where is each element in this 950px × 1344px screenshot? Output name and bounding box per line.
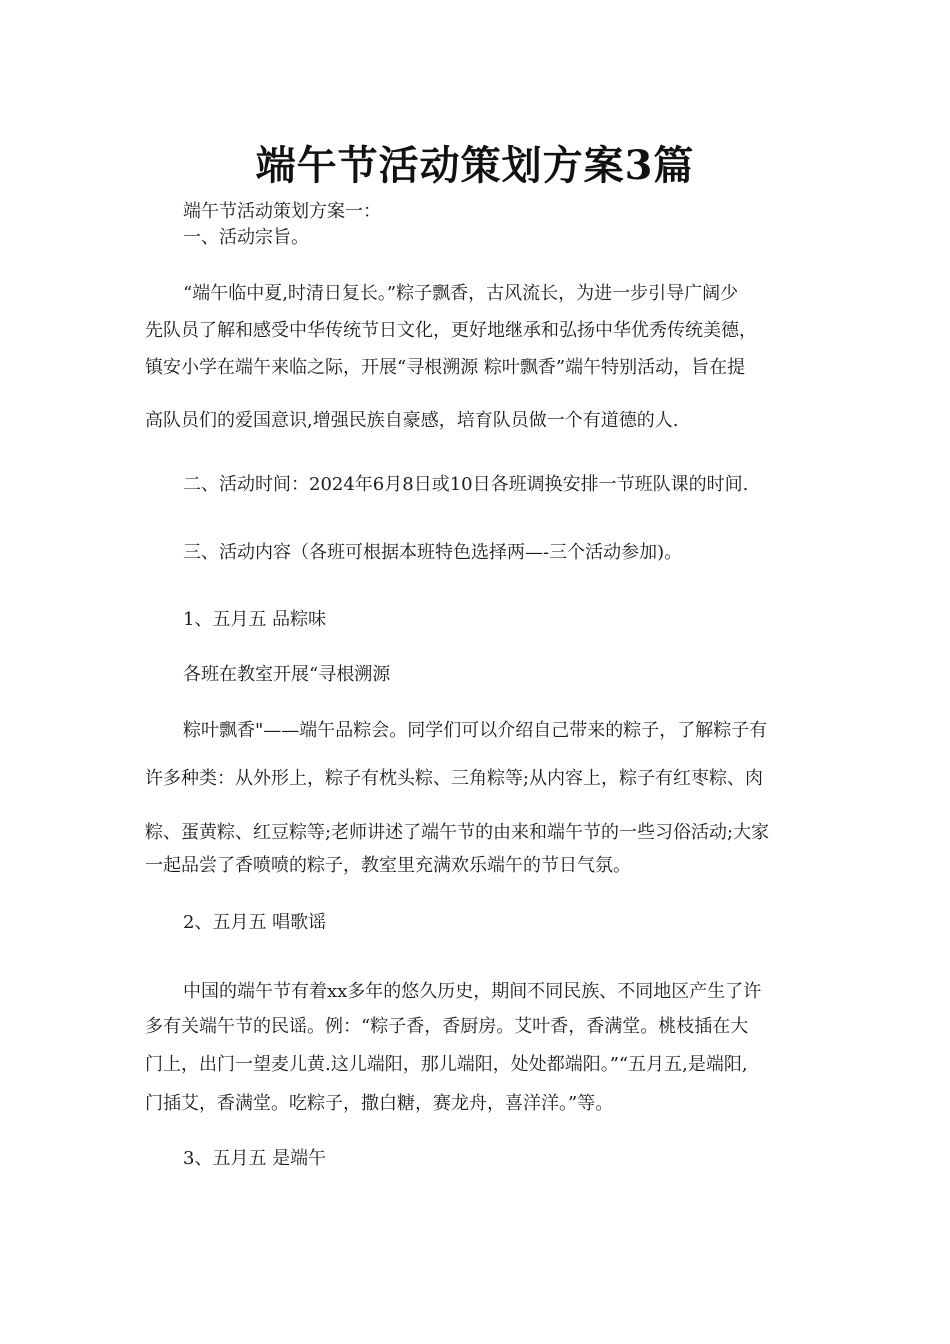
purpose-paragraph-line: “端午临中夏,时清日复长。”粽子飘香，古风流长，为进一步引导广阔少: [183, 283, 739, 304]
plan-one-heading: 端午节活动策划方案一：: [183, 201, 381, 222]
activity-one-paragraph-line: 许多种类：从外形上，粽子有枕头粽、三角粽等;从内容上，粽子有红枣粽、肉: [145, 768, 764, 789]
activity-one-paragraph-line: 一起品尝了香喷喷的粽子，教室里充满欢乐端午的节日气氛。: [145, 855, 631, 876]
activity-two-heading: 2、五月五 唱歌谣: [183, 912, 327, 933]
activity-one-paragraph-line: 粽叶飘香"——端午品粽会。同学们可以介绍自己带来的粽子，了解粽子有: [183, 720, 768, 741]
activity-two-paragraph-line: 门插艾，香满堂。吃粽子，撒白糖，赛龙舟，喜洋洋。”等。: [145, 1093, 614, 1114]
activity-one-paragraph-line: 粽、蛋黄粽、红豆粽等;老师讲述了端午节的由来和端午节的一些习俗活动;大家: [145, 822, 770, 843]
section-content-heading: 三、活动内容（各班可根据本班特色选择两—-三个活动参加)。: [183, 542, 683, 563]
activity-one-heading: 1、五月五 品粽味: [183, 609, 327, 630]
activity-one-paragraph-line: 各班在教室开展“寻根溯源: [183, 664, 391, 685]
purpose-paragraph-line: 先队员了解和感受中华传统节日文化，更好地继承和弘扬中华优秀传统美德，: [145, 320, 757, 341]
activity-two-paragraph-line: 多有关端午节的民谣。例：“粽子香，香厨房。艾叶香，香满堂。桃枝插在大: [145, 1016, 749, 1037]
purpose-paragraph-line: 高队员们的爱国意识,增强民族自豪感，培育队员做一个有道德的人.: [145, 410, 679, 431]
section-purpose-heading: 一、活动宗旨。: [183, 227, 309, 248]
section-time-paragraph: 二、活动时间：2024年6月8日或10日各班调换安排一节班队课的时间.: [183, 474, 749, 495]
document-title: 端午节活动策划方案3篇: [255, 142, 695, 189]
purpose-paragraph-line: 镇安小学在端午来临之际，开展“寻根溯源 粽叶飘香”端午特别活动，旨在提: [145, 357, 746, 378]
activity-two-paragraph-line: 门上，出门一望麦儿黄.这儿端阳，那儿端阳，处处都端阳。”“五月五,是端阳,: [145, 1054, 748, 1075]
activity-three-heading: 3、五月五 是端午: [183, 1148, 327, 1169]
activity-two-paragraph-line: 中国的端午节有着xx多年的悠久历史，期间不同民族、不同地区产生了许: [183, 981, 762, 1002]
